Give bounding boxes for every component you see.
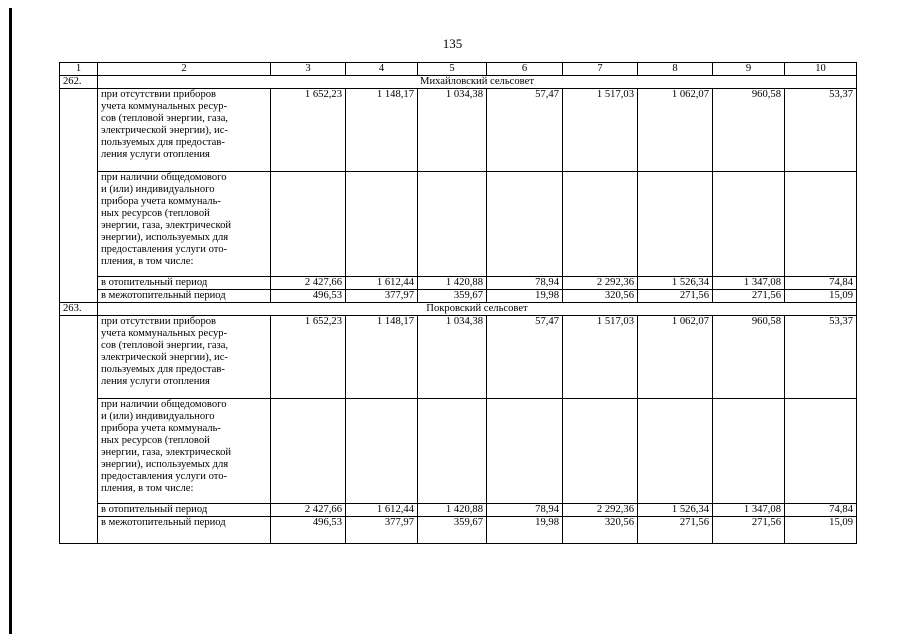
header-cell: 7 [563,63,638,76]
header-cell: 8 [638,63,713,76]
row-description [98,316,271,399]
header-cell: 3 [271,63,346,76]
description-line: предоставления услуги ото- [101,244,228,255]
description-line: при отсутствии приборов [101,316,217,327]
description-line: сов (тепловой энергии, газа, [101,340,229,351]
table-row [60,517,857,544]
row-description [98,504,271,517]
description-line: энергии, газа, электрической [101,447,232,458]
header-cell: 6 [487,63,563,76]
value-cell [418,399,487,504]
section-number: 263. [60,303,98,316]
description-line: пления, в том числе: [101,483,194,494]
value-cell [418,172,487,277]
value-cell: 1 612,44 [346,277,418,290]
value-cell [638,172,713,277]
value-cell: 1 652,23 [271,89,346,172]
description-line: при наличии общедомового [101,399,227,410]
value-cell: 2 427,66 [271,504,346,517]
row-description [98,89,271,172]
value-cell [271,172,346,277]
value-cell: 1 652,23 [271,316,346,399]
value-cell: 271,56 [638,517,713,544]
value-cell: 57,47 [487,89,563,172]
value-cell: 1 347,08 [713,504,785,517]
row-number-cell [60,89,98,303]
value-cell: 15,09 [785,517,857,544]
value-cell: 19,98 [487,517,563,544]
description-line: электрической энергии), ис- [101,125,228,136]
description-line: ных ресурсов (тепловой [101,208,210,219]
header-cell: 5 [418,63,487,76]
value-cell: 74,84 [785,504,857,517]
value-cell: 2 292,36 [563,277,638,290]
value-cell: 1 517,03 [563,316,638,399]
value-cell [713,172,785,277]
section-row [60,76,857,89]
value-cell: 53,37 [785,89,857,172]
description-line: учета коммунальных ресур- [101,328,228,339]
description-line: пления, в том числе: [101,256,194,267]
value-cell: 496,53 [271,290,346,303]
description-line: прибора учета коммуналь- [101,423,221,434]
table-row [60,172,857,277]
description-line: энергии, газа, электрической [101,220,232,231]
description-line: и (или) индивидуального [101,184,215,195]
value-cell: 78,94 [487,504,563,517]
value-cell: 1 517,03 [563,89,638,172]
description-line: при отсутствии приборов [101,89,217,100]
value-cell [563,399,638,504]
description-line: ления услуги отопления [101,149,210,160]
description-line: энергии), используемых для [101,232,229,243]
description-line: и (или) индивидуального [101,411,215,422]
value-cell [713,399,785,504]
value-cell: 271,56 [713,290,785,303]
value-cell [563,172,638,277]
value-cell: 377,97 [346,290,418,303]
page-number: 135 [442,36,463,51]
header-cell: 10 [785,63,857,76]
table-row [60,316,857,399]
value-cell: 57,47 [487,316,563,399]
description-line: в отопительный период [101,504,208,515]
table-row [60,399,857,504]
header-cell: 9 [713,63,785,76]
description-line: пользуемых для предостав- [101,137,225,148]
value-cell: 2 292,36 [563,504,638,517]
value-cell: 320,56 [563,517,638,544]
row-description [98,172,271,277]
value-cell: 359,67 [418,517,487,544]
description-line: ления услуги отопления [101,376,210,387]
table-row [60,290,857,303]
section-row [60,303,857,316]
value-cell: 1 148,17 [346,316,418,399]
section-title: Михайловский сельсовет [98,76,857,89]
section-number: 262. [60,76,98,89]
row-description [98,290,271,303]
value-cell: 74,84 [785,277,857,290]
value-cell: 377,97 [346,517,418,544]
description-line: в межотопительный период [101,517,226,528]
description-line: электрической энергии), ис- [101,352,228,363]
header-cell: 2 [98,63,271,76]
description-line: энергии), используемых для [101,459,229,470]
row-number-cell [60,316,98,544]
value-cell: 960,58 [713,316,785,399]
value-cell: 1 062,07 [638,316,713,399]
value-cell: 2 427,66 [271,277,346,290]
value-cell: 1 062,07 [638,89,713,172]
row-description [98,399,271,504]
value-cell [346,399,418,504]
value-cell [785,172,857,277]
value-cell [271,399,346,504]
value-cell: 1 034,38 [418,89,487,172]
value-cell: 1 420,88 [418,504,487,517]
description-line: учета коммунальных ресур- [101,101,228,112]
value-cell: 359,67 [418,290,487,303]
value-cell: 496,53 [271,517,346,544]
value-cell: 320,56 [563,290,638,303]
header-row [60,63,857,76]
tariff-table [59,62,857,544]
description-line: в межотопительный период [101,290,226,301]
description-line: пользуемых для предостав- [101,364,225,375]
value-cell: 1 612,44 [346,504,418,517]
description-line: в отопительный период [101,277,208,288]
value-cell [487,172,563,277]
description-line: сов (тепловой энергии, газа, [101,113,229,124]
section-title: Покровский сельсовет [98,303,857,316]
value-cell: 271,56 [713,517,785,544]
value-cell [487,399,563,504]
value-cell: 271,56 [638,290,713,303]
table-row [60,504,857,517]
table-row [60,277,857,290]
value-cell: 15,09 [785,290,857,303]
value-cell: 1 347,08 [713,277,785,290]
value-cell: 1 148,17 [346,89,418,172]
value-cell: 19,98 [487,290,563,303]
value-cell: 1 034,38 [418,316,487,399]
value-cell: 1 526,34 [638,277,713,290]
description-line: прибора учета коммуналь- [101,196,221,207]
description-line: ных ресурсов (тепловой [101,435,210,446]
value-cell [346,172,418,277]
row-description [98,517,271,544]
table-row [60,89,857,172]
value-cell: 1 420,88 [418,277,487,290]
header-cell: 1 [60,63,98,76]
value-cell [638,399,713,504]
value-cell: 960,58 [713,89,785,172]
value-cell [785,399,857,504]
value-cell: 78,94 [487,277,563,290]
description-line: предоставления услуги ото- [101,471,228,482]
value-cell: 53,37 [785,316,857,399]
value-cell: 1 526,34 [638,504,713,517]
row-description [98,277,271,290]
description-line: при наличии общедомового [101,172,227,183]
header-cell: 4 [346,63,418,76]
page-left-edge-bar [9,8,12,634]
